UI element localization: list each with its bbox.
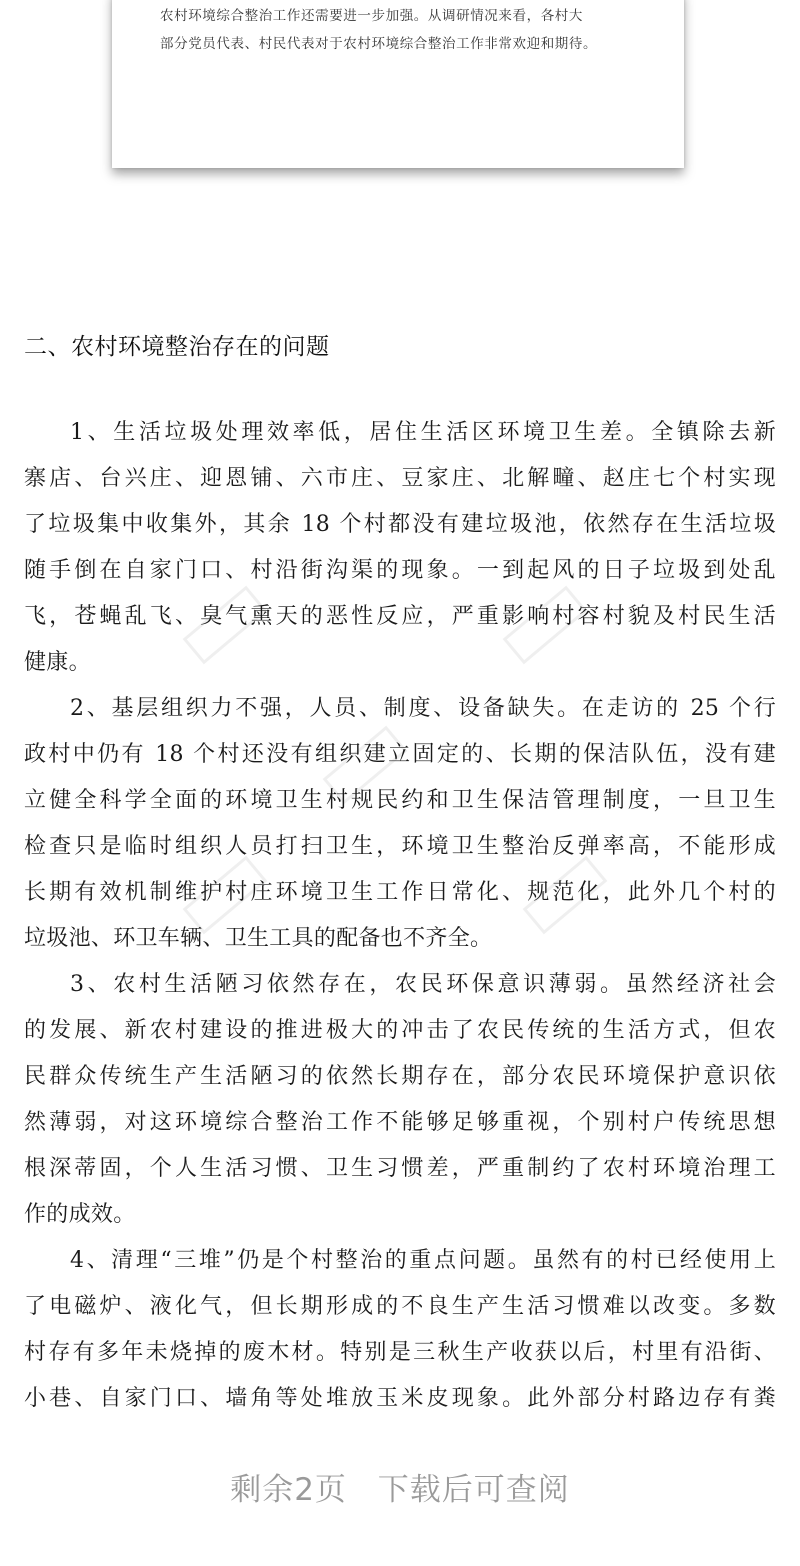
paragraph-line: 的发展、新农村建设的推进极大的冲击了农民传统的生活方式，但农 bbox=[24, 1018, 776, 1043]
paragraph-line: 根深蒂固，个人生活习惯、卫生习惯差，严重制约了农村环境治理工 bbox=[24, 1156, 776, 1181]
paragraph-line: 1、生活垃圾处理效率低，居住生活区环境卫生差。全镇除去新 bbox=[70, 420, 776, 445]
download-prompt-label: 下载后可查阅 bbox=[377, 1472, 570, 1508]
paragraph-line: 3、农村生活陋习依然存在，农民环保意识薄弱。虽然经济社会 bbox=[70, 972, 776, 997]
paragraph-line: 健康。 bbox=[24, 650, 91, 675]
paragraph-line: 了电磁炉、液化气，但长期形成的不良生产生活习惯难以改变。多数 bbox=[24, 1294, 776, 1319]
paragraph bbox=[24, 962, 776, 1238]
paragraph-line: 飞，苍蝇乱飞、臭气熏天的恶性反应，严重影响村容村貌及村民生活 bbox=[24, 604, 776, 629]
preview-line: 农村环境综合整治工作还需要进一步加强。从调研情况来看，各村大 bbox=[160, 8, 583, 24]
paragraph-line: 随手倒在自家门口、村沿街沟渠的现象。一到起风的日子垃圾到处乱 bbox=[24, 558, 776, 583]
paragraph-line: 然薄弱，对这环境综合整治工作不能够足够重视，个别村户传统思想 bbox=[24, 1110, 776, 1135]
paragraph-line: 寨店、台兴庄、迎恩铺、六市庄、豆家庄、北解疃、赵庄七个村实现 bbox=[24, 466, 776, 491]
download-to-read-more-button[interactable] bbox=[0, 1462, 800, 1518]
paragraph-line: 作的成效。 bbox=[24, 1202, 136, 1227]
preview-text bbox=[160, 2, 650, 58]
previous-page-preview-card bbox=[112, 0, 684, 168]
paragraph-line: 民群众传统生产生活陋习的依然长期存在，部分农民环境保护意识依 bbox=[24, 1064, 776, 1089]
paragraph-line: 检查只是临时组织人员打扫卫生，环境卫生整治反弹率高，不能形成 bbox=[24, 834, 776, 859]
paragraph bbox=[24, 410, 776, 686]
remaining-pages-label: 剩余2页 bbox=[230, 1472, 347, 1508]
paragraph-line: 立健全科学全面的环境卫生村规民约和卫生保洁管理制度，一旦卫生 bbox=[24, 788, 776, 813]
paragraph-line: 垃圾池、环卫车辆、卫生工具的配备也不齐全。 bbox=[24, 926, 493, 951]
paragraph bbox=[24, 1238, 776, 1422]
paragraph-line: 政村中仍有 18 个村还没有组织建立固定的、长期的保洁队伍，没有建 bbox=[24, 742, 776, 767]
paragraph bbox=[24, 686, 776, 962]
section-heading: 二、农村环境整治存在的问题 bbox=[24, 334, 330, 360]
article-body bbox=[24, 410, 776, 1422]
paragraph-line: 村存有多年未烧掉的废木材。特别是三秋生产收获以后，村里有沿街、 bbox=[24, 1340, 776, 1365]
paragraph-line: 小巷、自家门口、墙角等处堆放玉米皮现象。此外部分村路边存有粪 bbox=[24, 1386, 776, 1411]
paragraph-line: 长期有效机制维护村庄环境卫生工作日常化、规范化，此外几个村的 bbox=[24, 880, 776, 905]
paragraph-line: 4、清理“三堆”仍是个村整治的重点问题。虽然有的村已经使用上 bbox=[70, 1248, 776, 1273]
paragraph-line: 2、基层组织力不强，人员、制度、设备缺失。在走访的 25 个行 bbox=[70, 696, 776, 721]
paragraph-line: 了垃圾集中收集外，其余 18 个村都没有建垃圾池，依然存在生活垃圾 bbox=[24, 512, 776, 537]
preview-line: 部分党员代表、村民代表对于农村环境综合整治工作非常欢迎和期待。 bbox=[160, 36, 598, 52]
